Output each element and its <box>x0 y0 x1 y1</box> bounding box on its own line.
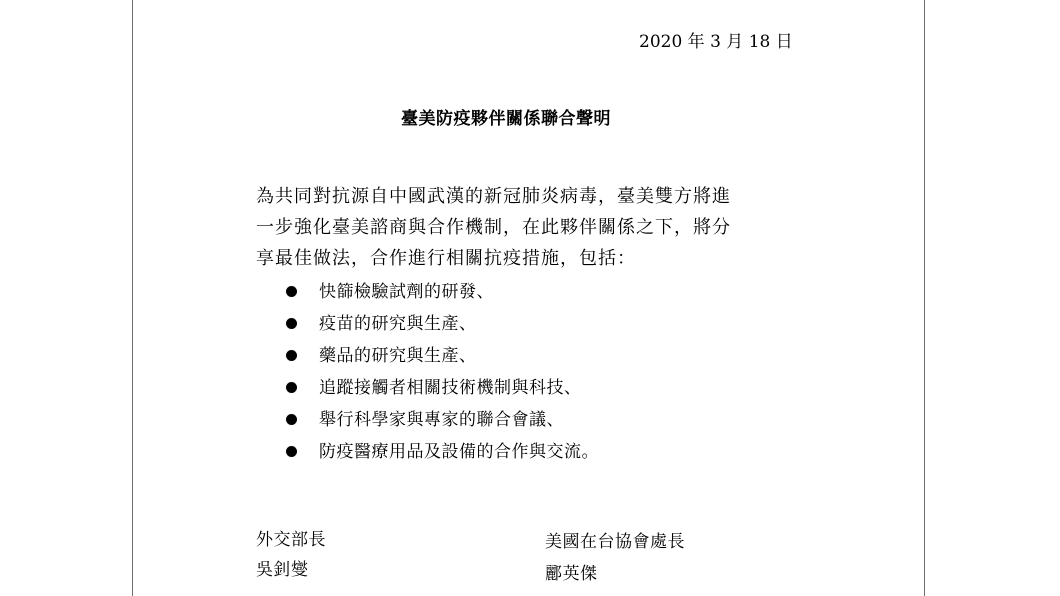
document-date: 2020 年 3 月 18 日 <box>639 32 793 52</box>
measures-list <box>286 276 599 468</box>
right-signatory-name: 酈英傑 <box>545 564 598 584</box>
paragraph-line: 一步強化臺美諮商與合作機制，在此夥伴關係之下，將分 <box>256 217 731 238</box>
left-signatory-role: 外交部長 <box>256 530 326 550</box>
list-item-text: 舉行科學家與專家的聯合會議、 <box>319 410 564 430</box>
statement-paragraph <box>256 181 816 274</box>
right-signatory-role: 美國在台協會處長 <box>545 532 685 552</box>
bullet-icon <box>286 350 297 361</box>
bullet-icon <box>286 286 297 297</box>
paragraph-line: 享最佳做法，合作進行相關抗疫措施，包括： <box>256 248 636 269</box>
list-item <box>286 436 599 468</box>
paragraph-line: 為共同對抗源自中國武漢的新冠肺炎病毒，臺美雙方將進 <box>256 186 731 207</box>
bullet-icon <box>286 446 297 457</box>
list-item <box>286 276 599 308</box>
bullet-icon <box>286 382 297 393</box>
left-signatory-name: 吳釗燮 <box>256 560 309 580</box>
bullet-icon <box>286 318 297 329</box>
list-item-text: 快篩檢驗試劑的研發、 <box>319 282 494 302</box>
list-item <box>286 404 599 436</box>
document-page <box>132 0 925 596</box>
bullet-icon <box>286 414 297 425</box>
list-item-text: 追蹤接觸者相關技術機制與科技、 <box>319 378 582 398</box>
list-item <box>286 308 599 340</box>
list-item-text: 疫苗的研究與生產、 <box>319 314 477 334</box>
list-item-text: 藥品的研究與生產、 <box>319 346 477 366</box>
list-item <box>286 340 599 372</box>
list-item-text: 防疫醫療用品及設備的合作與交流。 <box>319 442 599 462</box>
document-title: 臺美防疫夥伴關係聯合聲明 <box>401 109 611 129</box>
list-item <box>286 372 599 404</box>
